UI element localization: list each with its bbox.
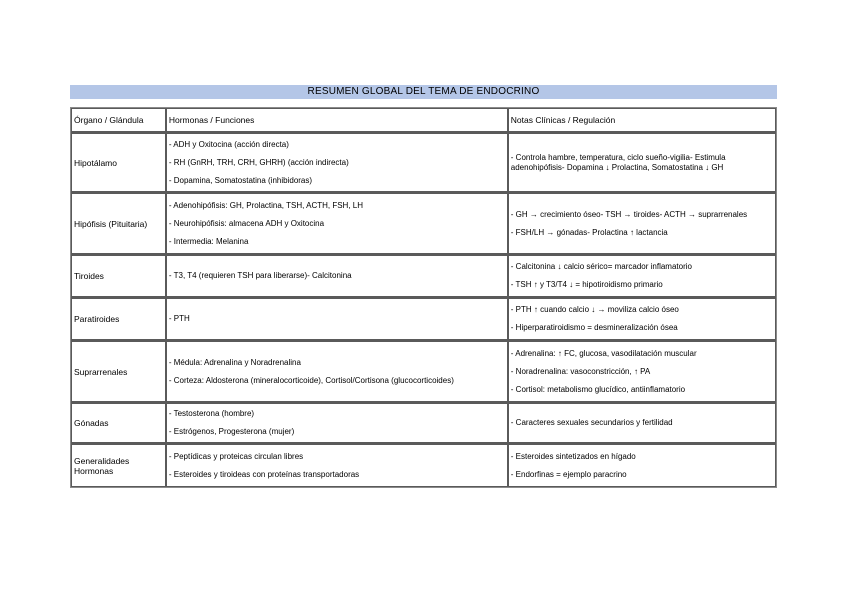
notes-cell: [508, 193, 776, 255]
table-row: [71, 255, 776, 298]
notes-cell: [508, 133, 776, 193]
note-item: - Adrenalina: ↑ FC, glucosa, vasodilatación muscular: [510, 348, 697, 358]
table-row: [71, 403, 776, 444]
hormone-item: - Neurohipófisis: almacena ADH y Oxitocina: [168, 218, 325, 228]
note-item: - Cortisol: metabolismo glucídico, antiinflamatorio: [510, 384, 686, 394]
header-hormones: Hormonas / Funciones: [166, 108, 508, 133]
notes-cell: [508, 255, 776, 298]
organ-cell: Tiroides: [71, 255, 166, 298]
note-item: - Caracteres sexuales secundarios y fertilidad: [510, 418, 673, 427]
notes-cell: [508, 341, 776, 403]
hormone-item: - Testosterona (hombre): [168, 409, 255, 418]
organ-cell: Hipófisis (Pituitaria): [71, 193, 166, 255]
hormone-item: - Peptídicas y proteicas circulan libres: [168, 451, 304, 461]
hormone-item: - ADH y Oxitocina (acción directa): [168, 139, 289, 149]
note-item: - Noradrenalina: vasoconstricción, ↑ PA: [510, 366, 651, 376]
table-row: [71, 298, 776, 341]
hormone-item: - Esteroides y tiroideas con proteínas transportadoras: [168, 469, 360, 479]
organ-cell: Paratiroides: [71, 298, 166, 341]
header-organ: Órgano / Glándula: [71, 108, 166, 133]
hormone-item: - Intermedia: Melanina: [168, 236, 249, 246]
hormones-cell: [166, 444, 508, 487]
hormones-cell: [166, 341, 508, 403]
organ-cell: Hipotálamo: [71, 133, 166, 193]
table-row: [71, 444, 776, 487]
hormones-cell: [166, 133, 508, 193]
organ-cell: Generalidades Hormonas: [71, 444, 166, 487]
table-row: [71, 133, 776, 193]
notes-cell: [508, 298, 776, 341]
header-notes: Notas Clínicas / Regulación: [508, 108, 776, 133]
hormone-item: - Dopamina, Somatostatina (inhibidoras): [168, 175, 313, 185]
hormones-cell: [166, 403, 508, 444]
endocrine-summary-table: [70, 107, 777, 488]
note-item: - GH → crecimiento óseo- TSH → tiroides- ACTH → suprarrenales: [510, 209, 748, 219]
hormone-item: - T3, T4 (requieren TSH para liberarse)- Calcitonina: [168, 271, 352, 280]
note-item: - PTH ↑ cuando calcio ↓ → moviliza calcio óseo: [510, 305, 679, 314]
table-header-row: [71, 108, 776, 133]
hormones-cell: [166, 255, 508, 298]
note-item: - Calcitonina ↓ calcio sérico= marcador inflamatorio: [510, 262, 692, 271]
note-item: - FSH/LH → gónadas- Prolactina ↑ lactancia: [510, 227, 668, 237]
table-row: [71, 341, 776, 403]
hormone-item: - RH (GnRH, TRH, CRH, GHRH) (acción indirecta): [168, 157, 349, 167]
notes-cell: [508, 403, 776, 444]
document-title: RESUMEN GLOBAL DEL TEMA DE ENDOCRINO: [70, 85, 777, 99]
organ-cell: Suprarrenales: [71, 341, 166, 403]
hormone-item: - Estrógenos, Progesterona (mujer): [168, 427, 295, 436]
note-item: - Endorfinas = ejemplo paracrino: [510, 469, 627, 479]
note-item: - Controla hambre, temperatura, ciclo sueño-vigilia- Estimula adenohipófisis- Dopamina ↓ Prolactina, Somatostatina ↓ GH: [510, 152, 726, 172]
hormones-cell: [166, 193, 508, 255]
organ-cell: Gónadas: [71, 403, 166, 444]
note-item: - Esteroides sintetizados en hígado: [510, 451, 636, 461]
notes-cell: [508, 444, 776, 487]
note-item: - Hiperparatiroidismo = desmineralización ósea: [510, 323, 678, 332]
hormone-item: - PTH: [168, 314, 190, 323]
hormones-cell: [166, 298, 508, 341]
table-row: [71, 193, 776, 255]
hormone-item: - Médula: Adrenalina y Noradrenalina: [168, 357, 301, 367]
hormone-item: - Adenohipófisis: GH, Prolactina, TSH, ACTH, FSH, LH: [168, 200, 364, 210]
note-item: - TSH ↑ y T3/T4 ↓ = hipotiroidismo primario: [510, 280, 663, 289]
hormone-item: - Corteza: Aldosterona (mineralocorticoide), Cortisol/Cortisona (glucocorticoides): [168, 375, 454, 385]
